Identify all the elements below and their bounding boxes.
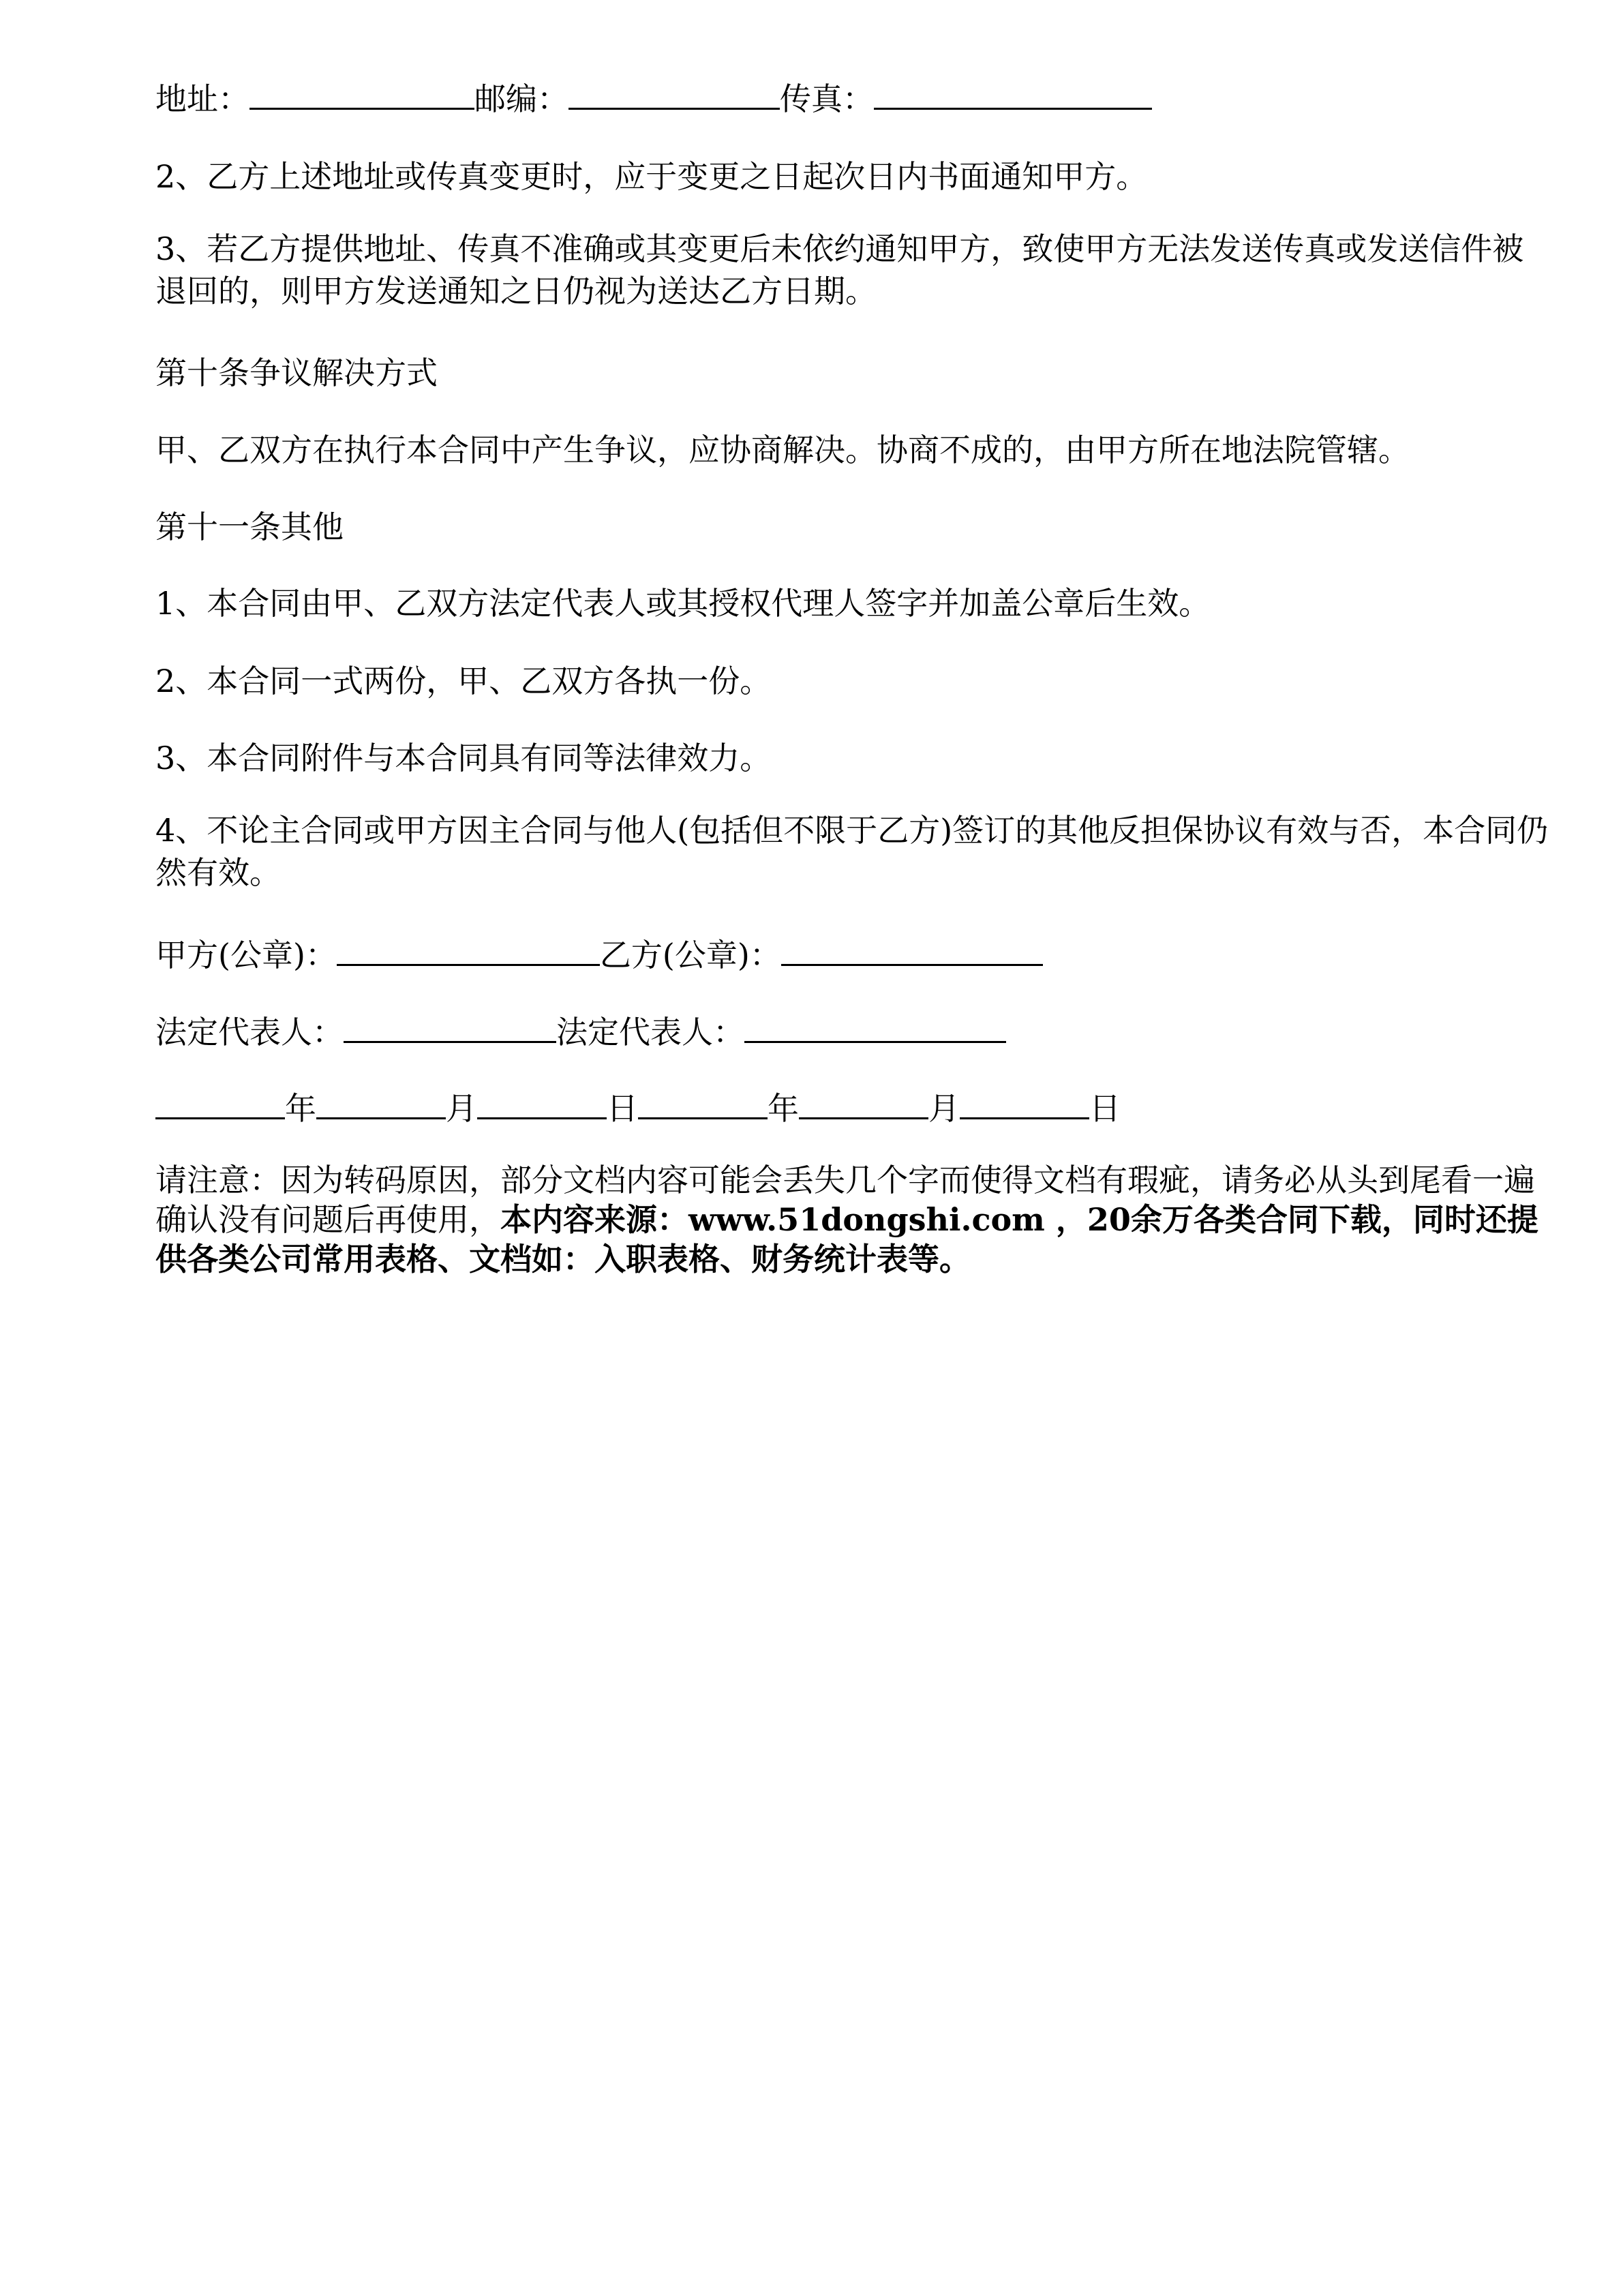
postcode-blank [568, 85, 780, 110]
year-a-label: 年 [285, 1090, 316, 1127]
year-a-blank [155, 1094, 285, 1119]
article-11-item-2: 2、本合同一式两份，甲、乙双方各执一份。 [155, 663, 772, 699]
article-11-item-1: 1、本合同由甲、乙双方法定代表人或其授权代理人签字并加盖公章后生效。 [155, 585, 1211, 622]
month-b-label: 月 [928, 1090, 960, 1127]
party-b-seal-label: 乙方(公章)： [599, 937, 781, 973]
notice-text: 请注意：因为转码原因，部分文档内容可能会丢失几个字而使得文档有瑕疵，请务必从头到尾看一遍确认没有问题后再使用， [155, 1162, 1535, 1238]
day-a-blank [477, 1094, 607, 1119]
day-b-label: 日 [1089, 1090, 1121, 1127]
article-11-title: 第十一条其他 [155, 509, 344, 545]
article-10-body: 甲、乙双方在执行本合同中产生争议，应协商解决。协商不成的，由甲方所在地法院管辖。 [155, 432, 1410, 468]
year-b-label: 年 [768, 1090, 799, 1127]
seal-line [155, 939, 1043, 971]
article-10-title: 第十条争议解决方式 [155, 354, 438, 391]
article-11-item-3: 3、本合同附件与本合同具有同等法律效力。 [155, 740, 772, 776]
legal-rep-b-blank [744, 1018, 1006, 1043]
postcode-label: 邮编： [474, 80, 568, 117]
paragraph-2: 2、乙方上述地址或传真变更时，应于变更之日起次日内书面通知甲方。 [155, 158, 1148, 195]
party-a-seal-label: 甲方(公章)： [155, 937, 337, 973]
party-b-seal-blank [781, 941, 1043, 966]
month-b-blank [799, 1094, 928, 1119]
party-a-seal-blank [337, 941, 600, 966]
day-a-label: 日 [607, 1090, 638, 1127]
month-a-blank [316, 1094, 446, 1119]
address-label: 地址： [155, 80, 249, 117]
notice-paragraph [155, 1160, 1549, 1279]
fax-blank [874, 85, 1152, 110]
address-blank [249, 85, 474, 110]
legal-rep-a-label: 法定代表人： [155, 1014, 344, 1051]
legal-rep-b-label: 法定代表人： [556, 1014, 744, 1051]
paragraph-3: 3、若乙方提供地址、传真不准确或其变更后未依约通知甲方，致使甲方无法发送传真或发送信件被退回的，则甲方发送通知之日仍视为送达乙方日期。 [155, 230, 1524, 309]
notice-source-text: 本内容来源：www.51dongshi.com ，20余万各类合同下载，同时还提供各类公司常用表格、文档如：入职表格、财务统计表等。 [155, 1201, 1538, 1278]
legal-rep-line [155, 1014, 1006, 1051]
year-b-blank [638, 1094, 768, 1119]
article-11-item-4: 4、不论主合同或甲方因主合同与他人(包括但不限于乙方)签订的其他反担保协议有效与否，本合同仍然有效。 [155, 812, 1549, 891]
legal-rep-a-blank [344, 1018, 556, 1043]
day-b-blank [960, 1094, 1089, 1119]
date-line [155, 1090, 1121, 1127]
contact-line [155, 80, 1152, 117]
fax-label: 传真： [780, 80, 874, 117]
month-a-label: 月 [446, 1090, 477, 1127]
